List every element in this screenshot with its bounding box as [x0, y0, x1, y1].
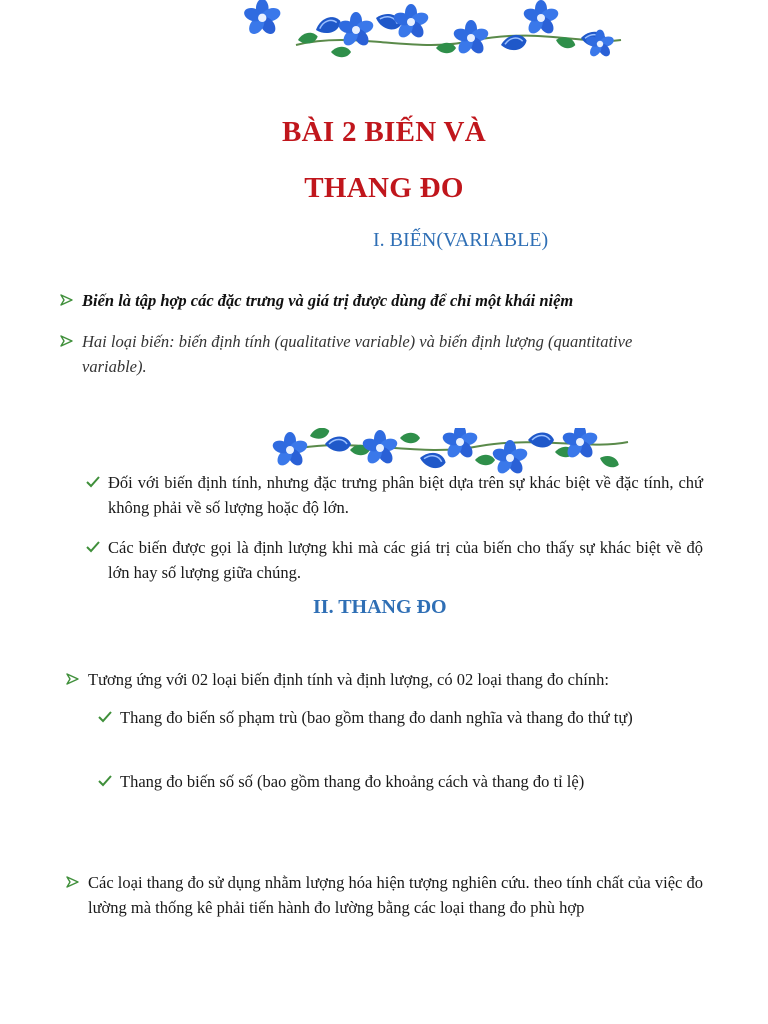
arrow-bullet-icon — [66, 870, 88, 888]
bullet-text: Hai loại biến: biến định tính (qualitative variable) và biến định lượng (quantitative variable). — [82, 332, 633, 376]
page-title-line2: THANG ĐO — [304, 172, 464, 204]
check-text: Thang đo biến số phạm trù (bao gồm thang đo danh nghĩa và thang đo thứ tự) — [120, 708, 633, 727]
checkmark-icon — [86, 470, 108, 488]
bullet-text: Tương ứng với 02 loại biến định tính và định lượng, có 02 loại thang đo chính: — [88, 670, 609, 689]
section2-heading: II. THANG ĐO — [313, 596, 447, 618]
checkmark-icon — [98, 705, 120, 723]
section2-check-2 — [98, 769, 703, 794]
checkmark-icon — [98, 769, 120, 787]
section1-check-2 — [86, 535, 703, 585]
section1-check-1 — [86, 470, 703, 520]
section2-bullet-2 — [66, 870, 703, 920]
flower-vine-top-icon — [236, 0, 626, 70]
section1-bullet-1 — [60, 288, 720, 313]
bullet-text: Các loại thang đo sử dụng nhằm lượng hóa hiện tượng nghiên cứu. theo tính chất của việc đo lường mà thống kê phải tiến hành đo lường bằng các loại thang đo phù hợp — [88, 873, 703, 917]
page-title-line1: BÀI 2 BIẾN VÀ — [282, 116, 486, 148]
checkmark-icon — [86, 535, 108, 553]
section2-bullet-1 — [66, 667, 706, 692]
section2-check-1 — [98, 705, 703, 730]
arrow-bullet-icon — [60, 329, 82, 347]
check-text: Các biến được gọi là định lượng khi mà các giá trị của biến cho thấy sự khác biệt về độ lớn hay số lượng giữa chúng. — [108, 538, 703, 582]
bullet-text: Biến là tập hợp các đặc trưng và giá trị được dùng để chỉ một khái niệm — [82, 291, 574, 310]
check-text: Đối với biến định tính, nhưng đặc trưng phân biệt dựa trên sự khác biệt về đặc tính, chứ không phải về số lượng hoặc độ lớn. — [108, 473, 703, 517]
arrow-bullet-icon — [66, 667, 88, 685]
section1-heading: I. BIẾN(VARIABLE) — [373, 229, 549, 251]
arrow-bullet-icon — [60, 288, 82, 306]
check-text: Thang đo biến số số (bao gồm thang đo khoảng cách và thang đo tỉ lệ) — [120, 772, 585, 791]
section1-bullet-2 — [60, 329, 640, 379]
